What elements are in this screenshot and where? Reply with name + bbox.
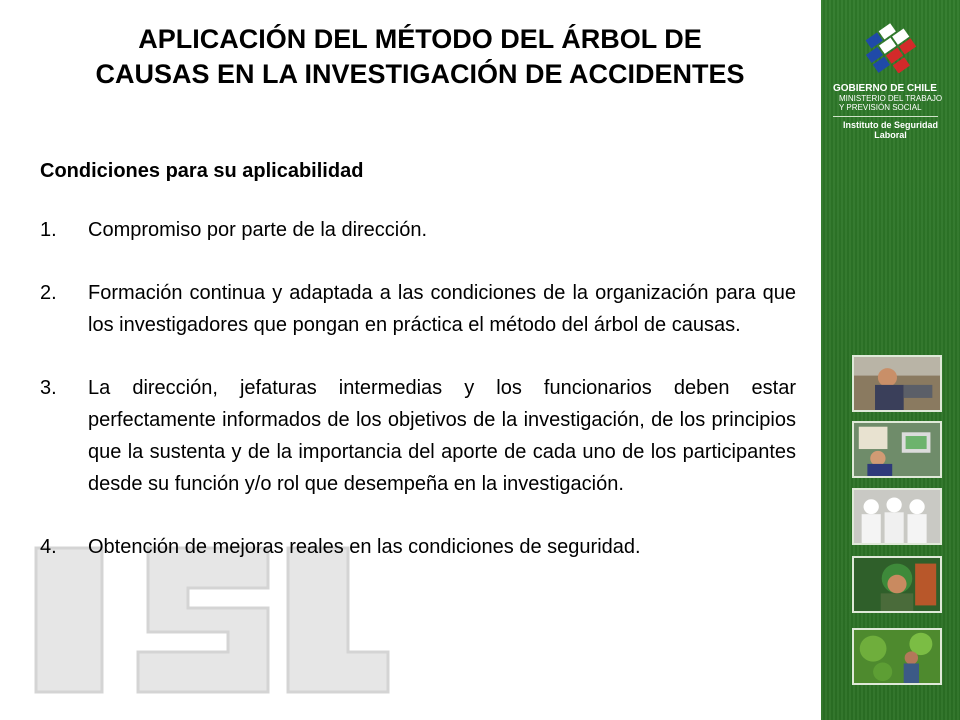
logo-line-1: GOBIERNO DE CHILE [833,83,937,94]
logo-line-3: Y PREVISIÓN SOCIAL [839,103,922,112]
list-item-text: Formación continua y adaptada a las condiciones de la organización para que los investigadores que pongan en práctica el método del árbol de causas. [88,282,796,336]
list-item-number: 3. [40,377,57,399]
institute-line-1: Instituto de Seguridad [842,120,938,130]
field-worker-plants-photo [852,628,942,685]
slide-content [40,155,796,594]
section-subtitle: Condiciones para su aplicabilidad [40,160,364,182]
kitchen-staff-photo [852,488,942,545]
logo-line-2: MINISTERIO DEL TRABAJO [839,94,943,103]
list-item [40,531,796,563]
list-item-text: Compromiso por parte de la dirección. [88,219,428,241]
list-item [40,214,796,246]
helmeted-worker-photo [852,556,942,613]
list-item-number: 2. [40,282,57,304]
list-item [40,277,796,341]
slide-title-line-1: APLICACIÓN DEL MÉTODO DEL ÁRBOL DE [138,24,702,54]
chile-flag-emblem-icon [859,18,919,73]
list-item-number: 4. [40,536,57,558]
logo-divider [833,116,938,117]
logo-text [833,84,948,140]
slide-title-line-2: CAUSAS EN LA INVESTIGACIÓN DE ACCIDENTES [95,59,745,89]
list-item [40,372,796,500]
list-item-number: 1. [40,219,57,241]
slide-title [20,22,820,92]
institute-line-2: Laboral [874,130,907,140]
conditions-list [40,214,796,563]
office-computer-photo [852,421,942,478]
worker-with-tool-photo [852,355,942,412]
list-item-text: La dirección, jefaturas intermedias y los funcionarios deben estar perfectamente informados de los objetivos de la investigación, de los principios que la sustenta y de la importancia del aporte de cada uno de los participantes desde su función y/o rol que desempeña en la investigación. [88,377,796,495]
list-item-text: Obtención de mejoras reales en las condiciones de seguridad. [88,536,641,558]
